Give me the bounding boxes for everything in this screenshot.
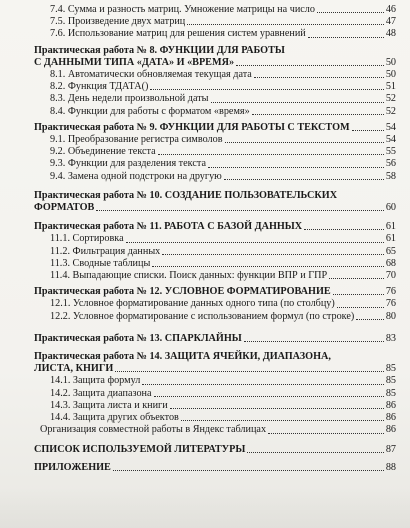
toc-entry [34, 158, 396, 170]
leader-dots [150, 89, 383, 90]
toc-entry-page: 51 [385, 81, 396, 93]
toc-entry [34, 233, 396, 245]
toc-entry-title: 8.4. Функции для работы с форматом «время» [50, 105, 250, 117]
chapter-title: Практическая работа № 11. РАБОТА С БАЗОЙ ДАННЫХ [34, 221, 303, 233]
toc-entry-page: 86 [385, 399, 396, 411]
toc-entry-page: 52 [385, 93, 396, 105]
chapter-title: Практическая работа № 12. УСЛОВНОЕ ФОРМАТИРОВАНИЕ [34, 286, 331, 298]
leader-dots [142, 384, 384, 385]
toc-entry-page: 55 [385, 146, 396, 158]
leader-dots [152, 266, 384, 267]
toc-entry-page: 61 [385, 233, 396, 245]
leader-dots [247, 452, 383, 453]
leader-dots [254, 77, 384, 78]
leader-dots [356, 319, 384, 320]
leader-dots [333, 294, 384, 295]
chapter-title: Практическая работа № 13. СПАРКЛАЙНЫ [34, 332, 242, 344]
leader-dots [170, 408, 384, 409]
leader-dots [308, 37, 384, 38]
section-title: ПРИЛОЖЕНИЕ [34, 461, 111, 473]
leader-dots [208, 167, 384, 168]
toc-entry-title: 7.6. Использование матриц для решения систем уравнений [50, 28, 306, 40]
toc-entry [34, 146, 396, 158]
toc-entry [34, 81, 396, 93]
toc-entry-page: 58 [385, 170, 396, 182]
toc-entry-page: 86 [385, 424, 396, 436]
page-bottom-shadow [0, 488, 410, 528]
toc-entry [34, 171, 396, 183]
toc-entry-title: 7.5. Произведение двух матриц [50, 16, 186, 28]
toc-entry [34, 28, 396, 40]
leader-dots [317, 12, 384, 13]
chapter-title-line1: Практическая работа № 10. СОЗДАНИЕ ПОЛЬЗОВАТЕЛЬСКИХ [34, 189, 338, 201]
toc-entry [34, 270, 396, 282]
toc-entry [34, 375, 396, 387]
chapter-title-line1: Практическая работа № 8. ФУНКЦИИ ДЛЯ РАБОТЫ [34, 44, 285, 56]
toc-entry-title: 9.3. Функции для разделения текста [50, 158, 206, 170]
toc-entry-title: 11.4. Выпадающие списки. Поиск данных: функции ВПР и ГПР [50, 270, 328, 282]
leader-dots [224, 179, 384, 180]
toc-entry-title: 14.3. Защита листа и книги [50, 399, 168, 411]
toc-entry [34, 311, 396, 323]
leader-dots [162, 254, 384, 255]
toc-entry [34, 246, 396, 258]
toc-chapter-14 [34, 351, 396, 375]
toc-entry-title: 9.2. Объединение текста [50, 146, 156, 158]
leader-dots [268, 433, 384, 434]
toc-entry-title: 14.4. Защита других объектов [50, 412, 179, 424]
chapter-page: 85 [385, 363, 396, 375]
toc-entry [34, 258, 396, 270]
toc-entry-title: 14.2. Защита диапазона [50, 387, 152, 399]
toc-entry-title: 8.1. Автоматически обновляемая текущая дата [50, 69, 252, 81]
chapter-page: 50 [385, 56, 396, 68]
toc-entry-title: 12.1. Условное форматирование данных одного типа (по столбцу) [50, 298, 335, 310]
toc-entry [34, 69, 396, 81]
section-page: 88 [385, 461, 396, 473]
leader-dots [154, 396, 384, 397]
leader-dots [337, 307, 384, 308]
toc-bibliography [34, 444, 396, 456]
chapter-title-line2: С ДАННЫМИ ТИПА «ДАТА» И «ВРЕМЯ» [34, 56, 235, 68]
toc-entry-title: 12.2. Условное форматирование с использованием формул (по строке) [50, 310, 355, 322]
toc-appendix [34, 462, 396, 474]
toc-entry-page: 68 [385, 257, 396, 269]
toc-entry [34, 4, 396, 16]
chapter-page: 83 [385, 332, 396, 344]
toc-entry-title: 14.1. Защита формул [50, 375, 141, 387]
toc-entry [34, 424, 396, 436]
leader-dots [115, 371, 384, 372]
leader-dots [352, 130, 384, 131]
toc-entry-title: 9.4. Замена одной подстроки на другую [50, 170, 222, 182]
toc-entry-title: 8.2. Функция ТДАТА() [50, 81, 149, 93]
toc-entry [34, 400, 396, 412]
chapter-page: 60 [385, 202, 396, 214]
leader-dots [158, 154, 384, 155]
leader-dots [187, 24, 384, 25]
toc-entry-page: 48 [385, 28, 396, 40]
toc-entry-page: 52 [385, 105, 396, 117]
chapter-title-line2: ЛИСТА, КНИГИ [34, 363, 114, 375]
chapter-page: 54 [385, 121, 396, 133]
toc-entry-page: 54 [385, 134, 396, 146]
toc-chapter-10 [34, 190, 396, 214]
leader-dots [211, 102, 384, 103]
toc-chapter-13 [34, 333, 396, 345]
toc-entry [34, 388, 396, 400]
chapter-title: Практическая работа № 9. ФУНКЦИИ ДЛЯ РАБОТЫ С ТЕКСТОМ [34, 121, 350, 133]
toc-chapter-12 [34, 286, 396, 298]
toc-entry-page: 56 [385, 158, 396, 170]
toc-entry [34, 93, 396, 105]
section-title: СПИСОК ИСПОЛЬЗУЕМОЙ ЛИТЕРАТУРЫ [34, 443, 246, 455]
leader-dots [244, 341, 384, 342]
leader-dots [329, 278, 384, 279]
toc-entry-page: 65 [385, 245, 396, 257]
toc-entry [34, 134, 396, 146]
toc-entry-title: 11.1. Сортировка [50, 233, 124, 245]
leader-dots [96, 210, 384, 211]
chapter-page: 61 [385, 221, 396, 233]
toc-entry-page: 80 [385, 310, 396, 322]
leader-dots [113, 470, 384, 471]
toc-entry [34, 106, 396, 118]
chapter-page: 76 [385, 286, 396, 298]
toc-entry-page: 85 [385, 387, 396, 399]
toc-entry-title: 11.3. Сводные таблицы [50, 257, 151, 269]
chapter-title-line2: ФОРМАТОВ [34, 202, 95, 214]
leader-dots [181, 420, 384, 421]
toc-entry [34, 298, 396, 310]
leader-dots [252, 114, 384, 115]
leader-dots [126, 242, 384, 243]
leader-dots [225, 142, 384, 143]
toc-entry-title: 9.1. Преобразование регистра символов [50, 134, 223, 146]
toc-entry-page: 46 [385, 4, 396, 15]
toc-entry-title: Организация совместной работы в Яндекс таблицах [40, 424, 267, 436]
table-of-contents [34, 4, 396, 474]
toc-chapter-8 [34, 45, 396, 69]
toc-entry-title: 8.3. День недели произвольной даты [50, 93, 209, 105]
toc-entry-page: 47 [385, 16, 396, 28]
toc-chapter-11 [34, 221, 396, 233]
toc-entry [34, 412, 396, 424]
toc-entry-page: 85 [385, 375, 396, 387]
chapter-title-line1: Практическая работа № 14. ЗАЩИТА ЯЧЕЙКИ, ДИАПАЗОНА, [34, 351, 331, 363]
toc-entry-page: 76 [385, 298, 396, 310]
toc-entry [34, 16, 396, 28]
section-page: 87 [385, 443, 396, 455]
toc-entry-page: 86 [385, 412, 396, 424]
leader-dots [304, 229, 384, 230]
toc-entry-title: 11.2. Фильтрация данных [50, 245, 161, 257]
toc-entry-page: 50 [385, 69, 396, 81]
toc-chapter-9 [34, 122, 396, 134]
toc-entry-title: 7.4. Сумма и разность матриц. Умножение матрицы на число [50, 4, 315, 15]
leader-dots [236, 65, 384, 66]
toc-entry-page: 70 [385, 270, 396, 282]
